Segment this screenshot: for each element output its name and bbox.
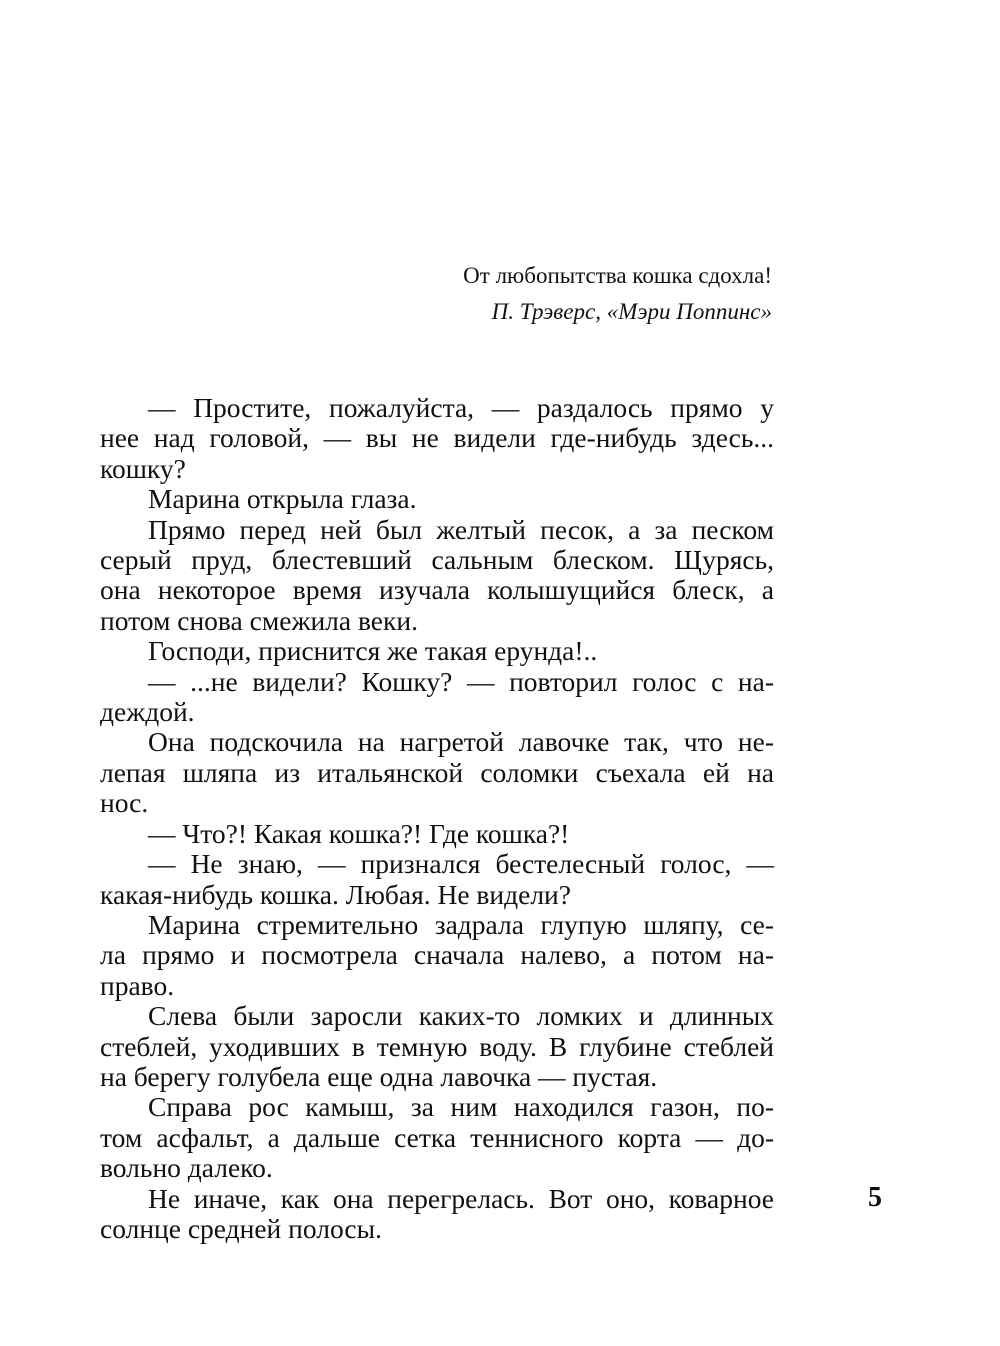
text-line: Она подскочила на нагретой лавочке так, что не- (148, 726, 774, 758)
text-line: ла прямо и посмотрела сначала налево, а потом на- (100, 939, 774, 971)
main-text (100, 393, 774, 1244)
text-line: Господи, приснится же такая ерунда!.. (148, 635, 598, 667)
text-line: серый пруд, блестевший сальным блеском. Щурясь, (100, 544, 774, 576)
text-line: нос. (100, 787, 149, 819)
text-line: Слева были заросли каких-то ломких и длинных (148, 1000, 774, 1032)
text-line: какая-нибудь кошка. Любая. Не видели? (100, 878, 571, 910)
text-line: — Что?! Какая кошка?! Где кошка?! (148, 817, 570, 849)
text-line: вольно далеко. (100, 1152, 273, 1184)
text-line: Марина открыла глаза. (148, 483, 417, 515)
text-line: потом снова смежила веки. (100, 604, 418, 636)
text-line: нее над головой, — вы не видели где-нибудь здесь... (100, 422, 774, 454)
text-line: — Не знаю, — признался бестелесный голос, — (148, 848, 774, 880)
text-line: право. (100, 969, 175, 1001)
text-line: Справа рос камыш, за ним находился газон, по- (148, 1091, 774, 1123)
text-line: стеблей, уходивших в темную воду. В глубине стеблей (100, 1030, 774, 1062)
epigraph (463, 258, 772, 330)
text-line: на берегу голубела еще одна лавочка — пустая. (100, 1060, 658, 1092)
text-line: деждой. (100, 696, 195, 728)
text-line: солнце средней полосы. (100, 1212, 382, 1244)
text-line: — Простите, пожалуйста, — раздалось прямо у (148, 392, 774, 423)
page-number: 5 (868, 1182, 882, 1213)
text-line: Прямо перед ней был желтый песок, а за песком (148, 513, 774, 545)
epigraph-source: П. Трэверс, «Мэри Поппинс» (491, 299, 772, 324)
epigraph-quote: От любопытства кошка сдохла! (463, 263, 772, 288)
text-line: она некоторое время изучала колышущийся блеск, а (100, 574, 774, 606)
text-line: Не иначе, как она перегрелась. Вот оно, коварное (148, 1182, 774, 1214)
text-line: Марина стремительно задрала глупую шляпу, се- (148, 908, 774, 940)
text-line: том асфальт, а дальше сетка теннисного корта — до- (100, 1121, 774, 1153)
text-line: лепая шляпа из итальянской соломки съехала ей на (100, 756, 774, 788)
text-line: кошку? (100, 452, 186, 484)
text-line: — ...не видели? Кошку? — повторил голос с на- (148, 665, 774, 697)
